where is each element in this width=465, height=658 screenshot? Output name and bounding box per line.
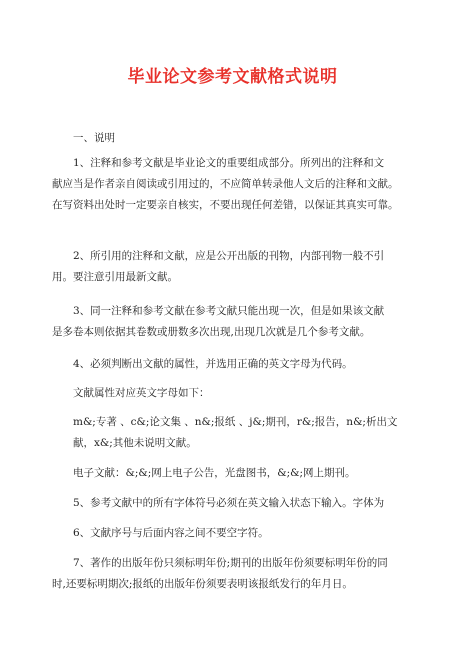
paragraph-4: 4、必须判断出文献的属性，并选用正确的英文字母为代码。 <box>73 358 353 370</box>
paragraph-6-line-1: m&;专著 、c&;论文集 、n&;报纸 、j&;期刊，r&;报告，n&;析出文 <box>73 416 398 428</box>
paragraph-6 <box>52 412 413 454</box>
paragraph-8: 5、参考文献中的所有字体符号必须在英文输入状态下输入。字体为 <box>73 497 385 509</box>
document-title: 毕业论文参考文献格式说明 <box>127 67 338 87</box>
paragraph-2-line-2: 用。要注意引用最新文献。 <box>52 271 178 283</box>
paragraph-3 <box>52 301 413 343</box>
paragraph-10 <box>52 553 413 595</box>
paragraph-3-line-1: 3、同一注释和参考文献在参考文献只能出现一次，但是如果该文献 <box>73 305 385 317</box>
paragraph-10-line-1: 7、著作的出版年份只须标明年份;期刊的出版年份须要标明年份的同 <box>73 557 388 569</box>
paragraph-7: 电子文献：&;&;网上电子公告，光盘图书，&;&;网上期刊。 <box>73 467 356 479</box>
paragraph-9: 6、文献序号与后面内容之间不要空字符。 <box>73 527 269 539</box>
paragraph-2-line-1: 2、所引用的注释和文献，应是公开出版的刊物，内部刊物一般不引 <box>73 250 385 262</box>
section-heading: 一、说明 <box>73 132 115 144</box>
paragraph-1-line-3: 在写资料出处时一定要亲自核实，不要出现任何差错，以保证其真实可靠。 <box>52 199 399 211</box>
paragraph-10-line-2: 时,还要标明期次;报纸的出版年份须要表明该报纸发行的年月日。 <box>52 578 353 590</box>
paragraph-1 <box>52 153 413 216</box>
paragraph-2 <box>52 246 413 288</box>
paragraph-5: 文献属性对应英文字母如下： <box>73 387 210 399</box>
paragraph-1-line-2: 献应当是作者亲自阅读或引用过的，不应简单转录他人文后的注释和文献。 <box>52 178 399 190</box>
paragraph-1-line-1: 1、注释和参考文献是毕业论文的重要组成部分。所列出的注释和文 <box>73 157 385 169</box>
paragraph-3-line-2: 是多卷本则依据其卷数或册数多次出现,出现几次就是几个参考文献。 <box>52 326 371 338</box>
paragraph-6-line-2: 献，x&;其他未说明文献。 <box>73 437 197 449</box>
